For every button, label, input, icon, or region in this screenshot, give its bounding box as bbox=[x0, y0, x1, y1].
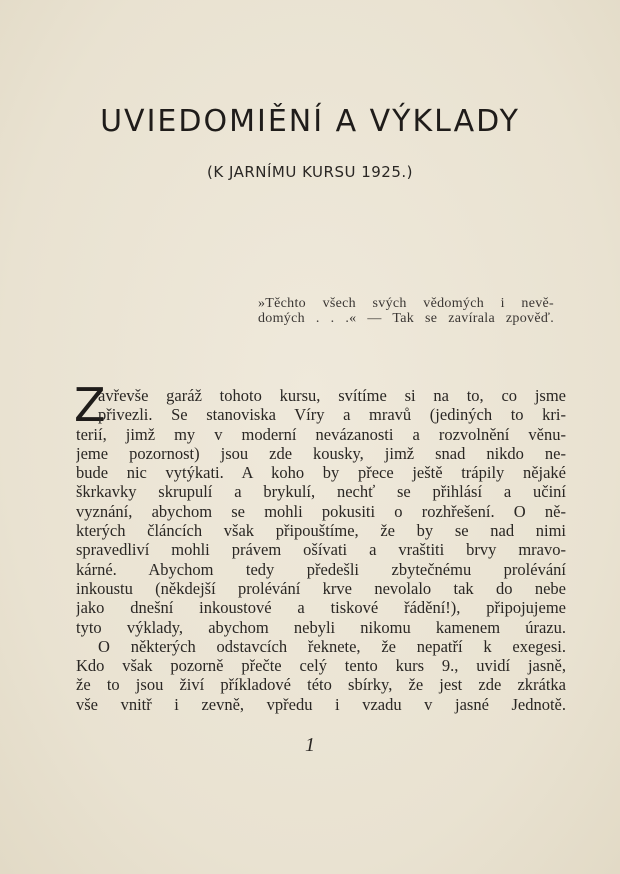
body-text bbox=[76, 386, 566, 714]
page-subtitle: (K JARNÍMU KURSU 1925.) bbox=[206, 163, 414, 181]
body-line: avřevše garáž tohoto kursu, svítíme si na to, co jsme bbox=[98, 386, 566, 405]
epigraph-line: domých . . .« — Tak se zavírala zpověď. bbox=[258, 311, 554, 326]
body-line: jako dnešní inkoustové a tiskové řádění!), připojujeme bbox=[76, 598, 566, 618]
page-number: 1 bbox=[305, 734, 315, 756]
body-line: terií, jimž my v moderní nevázanosti a rozvolnění věnu- bbox=[76, 424, 566, 444]
body-line: bude nic vytýkati. A koho by přece ještě trápily nějaké bbox=[76, 463, 566, 483]
body-line: inkoustu (někdejší prolévání krve nevolalo tak do nebe bbox=[76, 578, 566, 598]
body-line: kárné. Abychom tedy předešli zbytečnému prolévání bbox=[76, 559, 566, 579]
body-line: vyznání, abychom se mohli pokusiti o rozhřešení. O ně- bbox=[76, 501, 566, 521]
epigraph bbox=[258, 296, 554, 326]
body-line: kterých článcích však připouštíme, že by se nad nimi bbox=[76, 521, 566, 541]
body-line: vše vnitř i zevně, vpředu i vzadu v jasné Jednotě. bbox=[76, 694, 566, 714]
epigraph-line: »Těchto všech svých vědomých i nevě- bbox=[258, 296, 554, 311]
body-line: spravedliví mohli právem ošívati a vraštiti brvy mravo- bbox=[76, 540, 566, 560]
body-line: Kdo však pozorně přečte celý tento kurs 9., uvidí jasně, bbox=[76, 656, 566, 676]
page-title: UVIEDOMIĚNÍ A VÝKLADY bbox=[100, 104, 520, 139]
body-line: přivezli. Se stanoviska Víry a mravů (jediných to kri- bbox=[98, 405, 566, 425]
body-line: že to jsou živí příkladové této sbírky, že jest zde zkrátka bbox=[76, 675, 566, 695]
body-line: škrkavky skrupulí a brykulí, nechť se přihlásí a učiní bbox=[76, 482, 566, 502]
drop-cap: Z bbox=[74, 378, 106, 432]
body-line: tyto výklady, abychom nebyli nikomu kamenem úrazu. bbox=[76, 617, 566, 637]
body-line: jeme pozornost) jsou zde kousky, jimž snad nikdo ne- bbox=[76, 443, 566, 463]
body-line: O některých odstavcích řeknete, že nepatří k exegesi. bbox=[98, 636, 566, 656]
